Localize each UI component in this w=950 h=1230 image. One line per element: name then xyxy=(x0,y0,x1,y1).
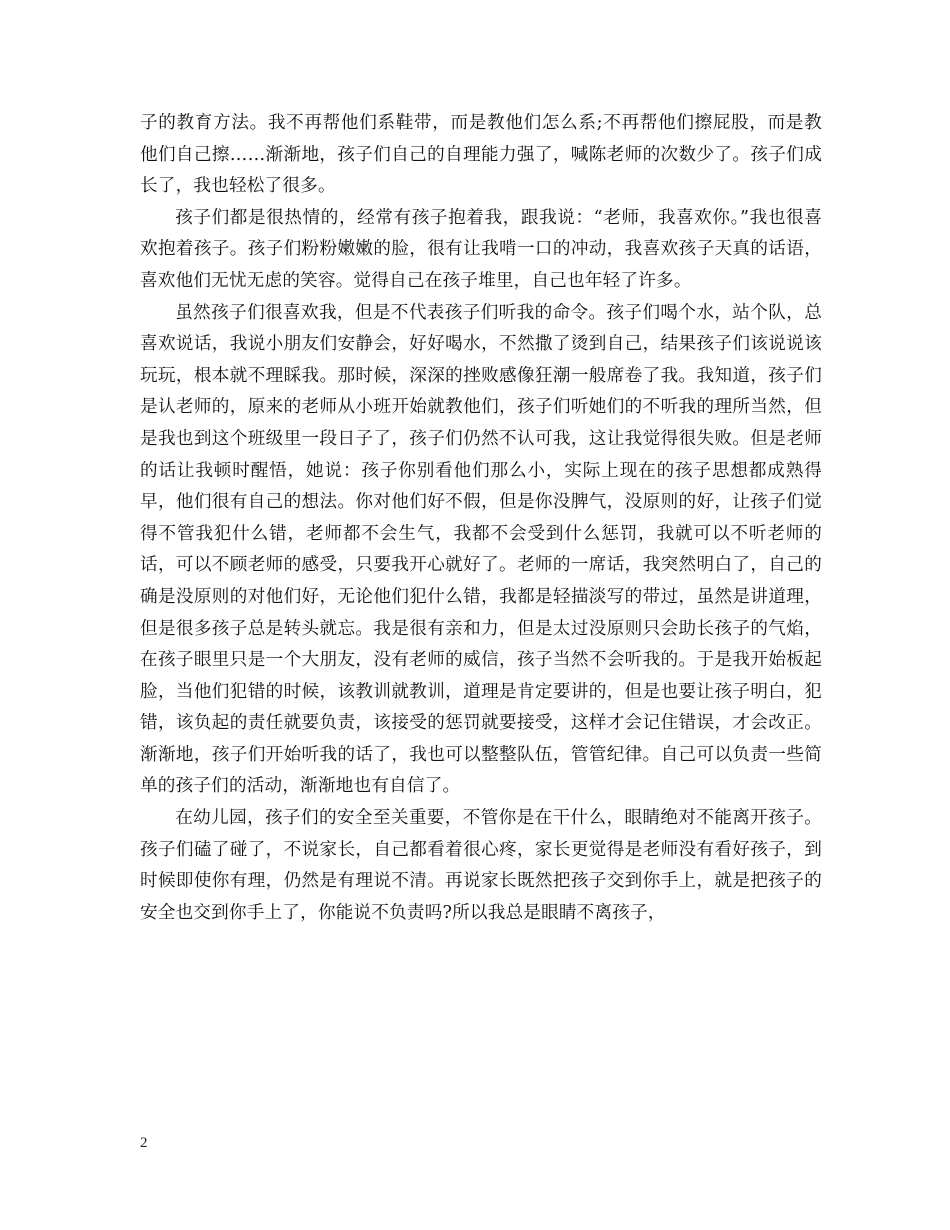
paragraph-4: 在幼儿园，孩子们的安全至关重要，不管你是在干什么，眼睛绝对不能离开孩子。孩子们磕了碰了，不说家长，自己都看着很心疼，家长更觉得是老师没有看好孩子，到时候即使你有理，仍然是有理说不清。再说家长既然把孩子交到你手上，就是把孩子的安全也交到你手上了，你能说不负责吗?所以我总是眼睛不离孩子， xyxy=(140,808,822,923)
document-body xyxy=(140,108,822,929)
paragraph-2: 孩子们都是很热情的，经常有孩子抱着我，跟我说：“老师，我喜欢你。”我也很喜欢抱着孩子。孩子们粉粉嫩嫩的脸，很有让我啃一口的冲动，我喜欢孩子天真的话语，喜欢他们无忧无虑的笑容。觉得自己在孩子堆里，自己也年轻了许多。 xyxy=(140,207,822,291)
paragraph-3: 虽然孩子们很喜欢我，但是不代表孩子们听我的命令。孩子们喝个水，站个队，总喜欢说话，我说小朋友们安静会，好好喝水，不然撒了烫到自己，结果孩子们该说说该玩玩，根本就不理睬我。那时候，深深的挫败感像狂潮一般席卷了我。我知道，孩子们是认老师的，原来的老师从小班开始就教他们，孩子们听她们的不听我的理所当然，但是我也到这个班级里一段日子了，孩子们仍然不认可我，这让我觉得很失败。但是老师的话让我顿时醒悟，她说：孩子你别看他们那么小，实际上现在的孩子思想都成熟得早，他们很有自己的想法。你对他们好不假，但是你没脾气，没原则的好，让孩子们觉得不管我犯什么错，老师都不会生气，我都不会受到什么惩罚，我就可以不听老师的话，可以不顾老师的感受，只要我开心就好了。老师的一席话，我突然明白了，自己的确是没原则的对他们好，无论他们犯什么错，我都是轻描淡写的带过，虽然是讲道理，但是很多孩子总是转头就忘。我是很有亲和力，但是太过没原则只会助长孩子的气焰，在孩子眼里只是一个大朋友，没有老师的威信，孩子当然不会听我的。于是我开始板起脸，当他们犯错的时候，该教训就教训，道理是肯定要讲的，但是也要让孩子明白，犯错，该负起的责任就要负责，该接受的惩罚就要接受，这样才会记住错误，才会改正。渐渐地，孩子们开始听我的话了，我也可以整整队伍，管管纪律。自己可以负责一些简单的孩子们的活动，渐渐地也有自信了。 xyxy=(140,302,822,797)
page-number: 2 xyxy=(140,1135,148,1151)
paragraph-1: 子的教育方法。我不再帮他们系鞋带，而是教他们怎么系;不再帮他们擦屁股，而是教他们自己擦……渐渐地，孩子们自己的自理能力强了，喊陈老师的次数少了。孩子们成长了，我也轻松了很多。 xyxy=(140,113,822,197)
